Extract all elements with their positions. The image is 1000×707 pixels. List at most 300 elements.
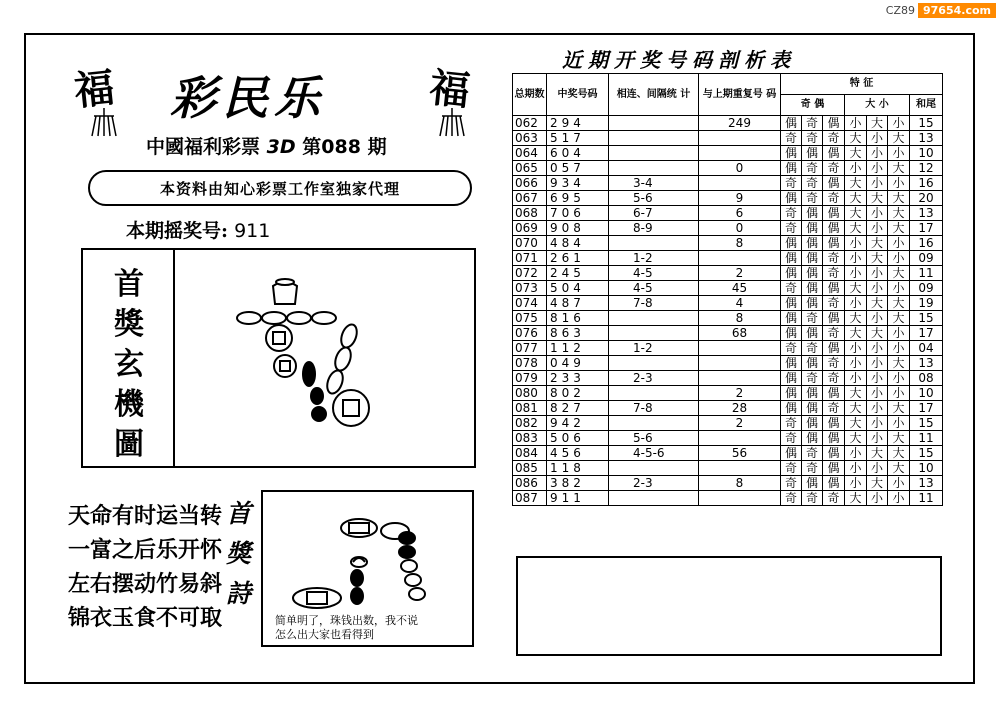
odd-even-cell: 奇 — [802, 161, 823, 176]
fu-character-left: 福 — [71, 64, 117, 115]
sum-tail-cell: 16 — [910, 176, 943, 191]
table-row — [513, 176, 943, 191]
odd-even-cell: 奇 — [802, 461, 823, 476]
big-small-cell: 小 — [845, 446, 867, 461]
sum-tail-cell: 10 — [910, 461, 943, 476]
odd-even-cell: 奇 — [823, 401, 845, 416]
big-small-cell: 小 — [845, 356, 867, 371]
odd-even-cell: 偶 — [802, 266, 823, 281]
repeat-cell — [699, 146, 781, 161]
consecutive-cell: 4-5-6 — [609, 446, 699, 461]
big-small-cell: 小 — [845, 251, 867, 266]
odd-even-cell: 偶 — [802, 236, 823, 251]
big-small-cell: 小 — [888, 371, 910, 386]
sum-tail-cell: 09 — [910, 251, 943, 266]
issue-cell: 064 — [513, 146, 547, 161]
repeat-cell: 45 — [699, 281, 781, 296]
sum-tail-cell: 09 — [910, 281, 943, 296]
big-small-cell: 小 — [867, 131, 888, 146]
table-row — [513, 281, 943, 296]
odd-even-cell: 偶 — [781, 311, 802, 326]
issue-line — [146, 132, 387, 159]
winning-number-cell: 942 — [547, 416, 609, 431]
issue-number: 088 — [321, 136, 361, 158]
consecutive-cell: 1-2 — [609, 251, 699, 266]
table-row — [513, 236, 943, 251]
big-small-cell: 大 — [867, 236, 888, 251]
odd-even-cell: 奇 — [781, 221, 802, 236]
title-char: 圖 — [114, 427, 144, 462]
winning-number-cell: 517 — [547, 131, 609, 146]
odd-even-cell: 奇 — [781, 131, 802, 146]
issue-cell: 067 — [513, 191, 547, 206]
big-small-cell: 小 — [888, 491, 910, 506]
big-small-cell: 小 — [845, 476, 867, 491]
repeat-cell: 9 — [699, 191, 781, 206]
consecutive-cell: 1-2 — [609, 341, 699, 356]
issue-cell: 071 — [513, 251, 547, 266]
poem-line: 左右摆动竹易斜 — [68, 572, 223, 597]
consecutive-cell — [609, 386, 699, 401]
sum-tail-cell: 13 — [910, 131, 943, 146]
sum-tail-cell: 11 — [910, 266, 943, 281]
big-small-cell: 小 — [845, 461, 867, 476]
odd-even-cell: 偶 — [823, 221, 845, 236]
consecutive-cell — [609, 311, 699, 326]
repeat-cell: 8 — [699, 476, 781, 491]
history-table — [512, 73, 943, 506]
big-small-cell: 小 — [888, 176, 910, 191]
repeat-cell — [699, 461, 781, 476]
consecutive-cell — [609, 326, 699, 341]
odd-even-cell: 偶 — [823, 476, 845, 491]
big-small-cell: 小 — [867, 221, 888, 236]
puzzle-caption — [275, 614, 418, 642]
consecutive-cell: 2-3 — [609, 371, 699, 386]
big-small-cell: 小 — [867, 491, 888, 506]
table-row — [513, 356, 943, 371]
big-small-cell: 大 — [888, 296, 910, 311]
winning-number-cell: 118 — [547, 461, 609, 476]
consecutive-cell — [609, 491, 699, 506]
table-row — [513, 116, 943, 131]
odd-even-cell: 偶 — [781, 401, 802, 416]
odd-even-cell: 偶 — [781, 386, 802, 401]
big-small-cell: 小 — [867, 206, 888, 221]
odd-even-cell: 偶 — [781, 251, 802, 266]
winning-number-cell: 863 — [547, 326, 609, 341]
big-small-cell: 大 — [888, 461, 910, 476]
caption-line: 怎么出大家也看得到 — [275, 628, 374, 641]
big-small-cell: 大 — [888, 221, 910, 236]
winning-number-cell: 484 — [547, 236, 609, 251]
table-row — [513, 191, 943, 206]
big-small-cell: 大 — [845, 386, 867, 401]
title-char: 獎 — [226, 539, 252, 568]
repeat-cell: 0 — [699, 161, 781, 176]
odd-even-cell: 偶 — [802, 326, 823, 341]
odd-even-cell: 偶 — [802, 401, 823, 416]
table-row — [513, 311, 943, 326]
issue-cell: 072 — [513, 266, 547, 281]
big-small-cell: 小 — [867, 461, 888, 476]
odd-even-cell: 偶 — [823, 281, 845, 296]
odd-even-cell: 偶 — [823, 461, 845, 476]
issue-cell: 066 — [513, 176, 547, 191]
consecutive-cell: 8-9 — [609, 221, 699, 236]
table-row — [513, 476, 943, 491]
odd-even-cell: 偶 — [781, 191, 802, 206]
table-row — [513, 491, 943, 506]
table-row — [513, 266, 943, 281]
issue-cell: 087 — [513, 491, 547, 506]
odd-even-cell: 偶 — [781, 446, 802, 461]
second-puzzle-box — [261, 490, 474, 647]
winning-number-cell: 112 — [547, 341, 609, 356]
winning-number-cell: 827 — [547, 401, 609, 416]
big-small-cell: 小 — [845, 236, 867, 251]
big-small-cell: 小 — [888, 416, 910, 431]
sum-tail-cell: 15 — [910, 416, 943, 431]
odd-even-cell: 偶 — [802, 476, 823, 491]
issue-cell: 081 — [513, 401, 547, 416]
repeat-cell — [699, 131, 781, 146]
site-url[interactable]: 97654.com — [918, 3, 996, 18]
odd-even-cell: 偶 — [823, 416, 845, 431]
repeat-cell: 8 — [699, 236, 781, 251]
consecutive-cell: 3-4 — [609, 176, 699, 191]
odd-even-cell: 奇 — [802, 446, 823, 461]
big-small-cell: 大 — [845, 281, 867, 296]
issue-cell: 077 — [513, 341, 547, 356]
big-small-cell: 大 — [888, 191, 910, 206]
table-row — [513, 461, 943, 476]
winning-number-cell: 908 — [547, 221, 609, 236]
table-row — [513, 131, 943, 146]
big-small-cell: 大 — [888, 356, 910, 371]
sum-tail-cell: 11 — [910, 431, 943, 446]
big-small-cell: 小 — [845, 296, 867, 311]
big-small-cell: 大 — [845, 176, 867, 191]
puzzle-title-vertical — [89, 267, 169, 462]
odd-even-cell: 偶 — [781, 371, 802, 386]
table-row — [513, 401, 943, 416]
issue-cell: 062 — [513, 116, 547, 131]
sum-tail-cell: 16 — [910, 236, 943, 251]
odd-even-cell: 奇 — [781, 416, 802, 431]
big-small-cell: 小 — [867, 161, 888, 176]
big-small-cell: 大 — [867, 446, 888, 461]
big-small-cell: 大 — [867, 296, 888, 311]
odd-even-cell: 奇 — [781, 281, 802, 296]
tassel-icon — [84, 108, 124, 138]
consecutive-cell: 5-6 — [609, 191, 699, 206]
winning-number-cell: 049 — [547, 356, 609, 371]
title-char: 詩 — [226, 579, 252, 608]
big-small-cell: 小 — [845, 266, 867, 281]
issue-cell: 073 — [513, 281, 547, 296]
big-small-cell: 小 — [845, 371, 867, 386]
big-small-cell: 大 — [845, 131, 867, 146]
odd-even-cell: 奇 — [802, 176, 823, 191]
issue-cell: 083 — [513, 431, 547, 446]
big-small-cell: 小 — [845, 161, 867, 176]
consecutive-cell: 6-7 — [609, 206, 699, 221]
winning-number-cell: 506 — [547, 431, 609, 446]
winning-number-cell: 294 — [547, 116, 609, 131]
big-small-cell: 大 — [867, 476, 888, 491]
odd-even-cell: 偶 — [823, 176, 845, 191]
consecutive-cell — [609, 146, 699, 161]
sum-tail-cell: 17 — [910, 221, 943, 236]
odd-even-cell: 奇 — [781, 461, 802, 476]
repeat-cell — [699, 356, 781, 371]
issue-cell: 082 — [513, 416, 547, 431]
repeat-cell: 4 — [699, 296, 781, 311]
big-small-cell: 大 — [888, 206, 910, 221]
prize-poem — [68, 500, 222, 636]
odd-even-cell: 偶 — [802, 431, 823, 446]
odd-even-cell: 奇 — [823, 491, 845, 506]
consecutive-cell: 5-6 — [609, 431, 699, 446]
poem-line: 天命有时运当转 — [68, 504, 223, 529]
odd-even-cell: 奇 — [823, 371, 845, 386]
issue-mid: 第 — [302, 136, 322, 158]
title-char: 機 — [114, 387, 144, 422]
draw-label: 本期摇奖号: — [126, 220, 229, 242]
odd-even-cell: 奇 — [781, 341, 802, 356]
table-row — [513, 206, 943, 221]
repeat-cell — [699, 251, 781, 266]
first-prize-puzzle-box — [81, 248, 476, 468]
issue-cell: 063 — [513, 131, 547, 146]
tassel-icon — [432, 108, 472, 138]
winning-number-cell: 911 — [547, 491, 609, 506]
big-small-cell: 大 — [888, 161, 910, 176]
poem-title-vertical — [226, 494, 256, 614]
odd-even-cell: 偶 — [802, 281, 823, 296]
consecutive-cell: 2-3 — [609, 476, 699, 491]
odd-even-cell: 偶 — [823, 386, 845, 401]
big-small-cell: 大 — [845, 311, 867, 326]
table-row — [513, 221, 943, 236]
big-small-cell: 大 — [845, 491, 867, 506]
issue-cell: 074 — [513, 296, 547, 311]
odd-even-cell: 偶 — [781, 116, 802, 131]
repeat-cell: 6 — [699, 206, 781, 221]
table-row — [513, 341, 943, 356]
big-small-cell: 大 — [845, 146, 867, 161]
odd-even-cell: 偶 — [781, 296, 802, 311]
repeat-cell — [699, 371, 781, 386]
header-features: 特 征 — [781, 74, 943, 95]
odd-even-cell: 奇 — [802, 311, 823, 326]
big-small-cell: 小 — [888, 281, 910, 296]
sum-tail-cell: 12 — [910, 161, 943, 176]
odd-even-cell: 偶 — [823, 431, 845, 446]
puzzle-drawing-2 — [267, 496, 467, 614]
big-small-cell: 小 — [888, 326, 910, 341]
blank-note-box — [516, 556, 942, 656]
sum-tail-cell: 20 — [910, 191, 943, 206]
header-winning: 中奖号码 — [547, 74, 609, 116]
odd-even-cell: 奇 — [781, 491, 802, 506]
big-small-cell: 小 — [888, 341, 910, 356]
consecutive-cell — [609, 461, 699, 476]
table-title: 近期开奖号码剖析表 — [562, 48, 796, 72]
table-row — [513, 431, 943, 446]
big-small-cell: 大 — [845, 416, 867, 431]
sum-tail-cell: 10 — [910, 146, 943, 161]
big-small-cell: 小 — [867, 146, 888, 161]
issue-cell: 068 — [513, 206, 547, 221]
repeat-cell: 2 — [699, 416, 781, 431]
draw-number-line — [126, 216, 270, 243]
odd-even-cell: 奇 — [781, 206, 802, 221]
winning-number-cell: 504 — [547, 281, 609, 296]
winning-number-cell: 456 — [547, 446, 609, 461]
big-small-cell: 小 — [888, 116, 910, 131]
big-small-cell: 大 — [867, 116, 888, 131]
big-small-cell: 小 — [867, 266, 888, 281]
big-small-cell: 大 — [845, 401, 867, 416]
big-small-cell: 大 — [867, 191, 888, 206]
odd-even-cell: 奇 — [823, 251, 845, 266]
winning-number-cell: 487 — [547, 296, 609, 311]
odd-even-cell: 奇 — [823, 191, 845, 206]
puzzle-drawing — [179, 256, 469, 461]
big-small-cell: 大 — [888, 446, 910, 461]
odd-even-cell: 偶 — [823, 236, 845, 251]
consecutive-cell — [609, 161, 699, 176]
consecutive-cell — [609, 356, 699, 371]
big-small-cell: 小 — [867, 431, 888, 446]
caption-line: 简单明了，珠钱出数，我不说 — [275, 614, 418, 627]
winning-number-cell: 233 — [547, 371, 609, 386]
odd-even-cell: 偶 — [781, 266, 802, 281]
odd-even-cell: 偶 — [823, 116, 845, 131]
issue-prefix: 中國福利彩票 — [146, 136, 261, 158]
consecutive-cell — [609, 131, 699, 146]
repeat-cell: 68 — [699, 326, 781, 341]
odd-even-cell: 偶 — [781, 146, 802, 161]
odd-even-cell: 奇 — [802, 491, 823, 506]
sum-tail-cell: 04 — [910, 341, 943, 356]
odd-even-cell: 偶 — [802, 221, 823, 236]
winning-number-cell: 695 — [547, 191, 609, 206]
big-small-cell: 大 — [845, 206, 867, 221]
big-small-cell: 大 — [867, 251, 888, 266]
sum-tail-cell: 13 — [910, 206, 943, 221]
big-small-cell: 大 — [845, 221, 867, 236]
consecutive-cell: 7-8 — [609, 401, 699, 416]
odd-even-cell: 偶 — [823, 446, 845, 461]
sum-tail-cell: 10 — [910, 386, 943, 401]
winning-number-cell: 934 — [547, 176, 609, 191]
table-row — [513, 251, 943, 266]
big-small-cell: 大 — [845, 326, 867, 341]
big-small-cell: 大 — [888, 266, 910, 281]
big-small-cell: 小 — [867, 416, 888, 431]
odd-even-cell: 奇 — [802, 371, 823, 386]
big-small-cell: 大 — [845, 431, 867, 446]
winning-number-cell: 057 — [547, 161, 609, 176]
issue-cell: 076 — [513, 326, 547, 341]
issue-cell: 069 — [513, 221, 547, 236]
issue-cell: 085 — [513, 461, 547, 476]
odd-even-cell: 偶 — [802, 296, 823, 311]
header-odd-even: 奇 偶 — [781, 95, 845, 116]
repeat-cell: 2 — [699, 386, 781, 401]
odd-even-cell: 奇 — [781, 431, 802, 446]
odd-even-cell: 偶 — [802, 386, 823, 401]
issue-cell: 079 — [513, 371, 547, 386]
big-small-cell: 大 — [888, 401, 910, 416]
big-small-cell: 小 — [867, 371, 888, 386]
consecutive-cell — [609, 116, 699, 131]
odd-even-cell: 偶 — [802, 206, 823, 221]
consecutive-cell: 7-8 — [609, 296, 699, 311]
odd-even-cell: 奇 — [802, 191, 823, 206]
odd-even-cell: 偶 — [802, 356, 823, 371]
issue-cell: 084 — [513, 446, 547, 461]
repeat-cell — [699, 176, 781, 191]
odd-even-cell: 奇 — [823, 131, 845, 146]
table-row — [513, 386, 943, 401]
table-row — [513, 326, 943, 341]
draw-value: 911 — [234, 220, 271, 242]
big-small-cell: 小 — [867, 356, 888, 371]
winning-number-cell: 261 — [547, 251, 609, 266]
title-char: 首 — [226, 499, 252, 528]
poem-line: 锦衣玉食不可取 — [68, 606, 223, 631]
odd-even-cell: 偶 — [823, 146, 845, 161]
winning-number-cell: 706 — [547, 206, 609, 221]
issue-cell: 070 — [513, 236, 547, 251]
issue-cell: 080 — [513, 386, 547, 401]
sum-tail-cell: 17 — [910, 326, 943, 341]
odd-even-cell: 偶 — [802, 416, 823, 431]
winning-number-cell: 604 — [547, 146, 609, 161]
table-row — [513, 146, 943, 161]
odd-even-cell: 偶 — [781, 356, 802, 371]
agent-text: 本资料由知心彩票工作室独家代理 — [159, 179, 400, 198]
big-small-cell: 小 — [888, 476, 910, 491]
site-watermark — [886, 3, 996, 18]
odd-even-cell: 偶 — [823, 341, 845, 356]
issue-cell: 065 — [513, 161, 547, 176]
sum-tail-cell: 13 — [910, 476, 943, 491]
consecutive-cell — [609, 236, 699, 251]
sum-tail-cell: 15 — [910, 446, 943, 461]
issue-suffix: 期 — [367, 136, 387, 158]
odd-even-cell: 奇 — [781, 176, 802, 191]
table-row — [513, 416, 943, 431]
big-small-cell: 小 — [867, 176, 888, 191]
big-small-cell: 小 — [867, 281, 888, 296]
big-small-cell: 小 — [845, 341, 867, 356]
repeat-cell — [699, 491, 781, 506]
big-small-cell: 小 — [867, 401, 888, 416]
sum-tail-cell: 19 — [910, 296, 943, 311]
header-consecutive: 相连、间隔统 计 — [609, 74, 699, 116]
odd-even-cell: 偶 — [802, 251, 823, 266]
header-big-small: 大 小 — [845, 95, 910, 116]
repeat-cell: 28 — [699, 401, 781, 416]
odd-even-cell: 偶 — [781, 326, 802, 341]
box-divider — [173, 250, 175, 466]
header-issue: 总期数 — [513, 74, 547, 116]
